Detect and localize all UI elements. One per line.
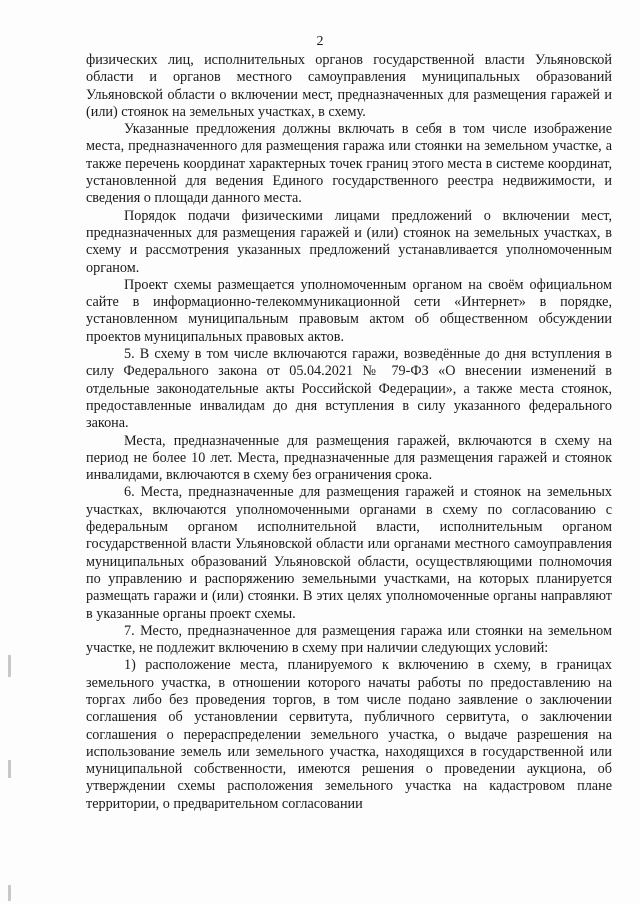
document-body xyxy=(86,52,612,813)
scan-artifact xyxy=(8,760,11,778)
paragraph-draft-publication: Проект схемы размещается уполномоченным органом на своём официальном сайте в информационно-телекоммуникационной сети «Интернет» в порядке, установленном муниципальным правовым актом об общественном обсуждении проектов муниципальных правовых актов. xyxy=(86,276,612,345)
paragraph-condition-1: 1) расположение места, планируемого к включению в схему, в границах земельного участка, в отношении которого начаты работы по предоставлению на торгах либо без проведения торгов, в том числе подано заявление о заключении соглашения об установлении сервитута, публичного сервитута, о заключении соглашения о перераспределении земельного участка, о выдаче разрешения на использование земель или земельного участка, находящихся в государственной или муниципальной собственности, имеются решения о проведении аукциона, об утверждении схемы расположения земельного участка на кадастровом плане территории, о предварительном согласовании xyxy=(86,657,612,812)
paragraph-continuation: физических лиц, исполнительных органов государственной власти Ульяновской области и органов местного самоуправления муниципальных образований Ульяновской области о включении мест, предназначенных для размещения гаражей и (или) стоянок на земельных участках, в схему. xyxy=(86,52,612,120)
page-number: 2 xyxy=(316,34,324,49)
paragraph-clause-7: 7. Место, предназначенное для размещения гаража или стоянки на земельном участке, не подлежит включению в схему при наличии следующих условий: xyxy=(86,622,612,657)
scan-artifact xyxy=(8,655,11,677)
paragraph-clause-5: 5. В схему в том числе включаются гаражи, возведённые до дня вступления в силу Федерального закона от 05.04.2021 № 79-ФЗ «О внесении изменений в отдельные законодательные акты Российской Федерации», а также места стоянок, предоставленные инвалидам до дня вступления в силу указанного федерального закона. xyxy=(86,346,612,432)
paragraph-proposal-content: Указанные предложения должны включать в себя в том числе изображение места, предназначенного для размещения гаража или стоянки на земельном участке, а также перечень координат характерных точек границ этого места в системе координат, установленной для ведения Единого государственного реестра недвижимости, и сведения о площади данного места. xyxy=(86,121,612,207)
scan-artifact xyxy=(8,885,11,901)
paragraph-submission-procedure: Порядок подачи физическими лицами предложений о включении мест, предназначенных для размещения гаражей и (или) стоянок на земельных участках, в схему и рассмотрения указанных предложений устанавливается уполномоченным органом. xyxy=(86,207,612,276)
paragraph-clause-6: 6. Места, предназначенные для размещения гаражей и стоянок на земельных участках, включаются уполномоченными органами в схему по согласованию с федеральным органом исполнительной власти, исполнительным органом государственной власти Ульяновской области или органами местного самоуправления муниципальных образований Ульяновской области, осуществляющими полномочия по управлению и распоряжению земельными участками, на которых планируется размещать гаражи и (или) стоянки. В этих целях уполномоченные органы направляют в указанные органы проект схемы. xyxy=(86,484,612,622)
paragraph-inclusion-period: Места, предназначенные для размещения гаражей, включаются в схему на период не более 10 лет. Места, предназначенные для размещения гаражей и стоянок инвалидами, включаются в схему без ограничения срока. xyxy=(86,432,612,484)
